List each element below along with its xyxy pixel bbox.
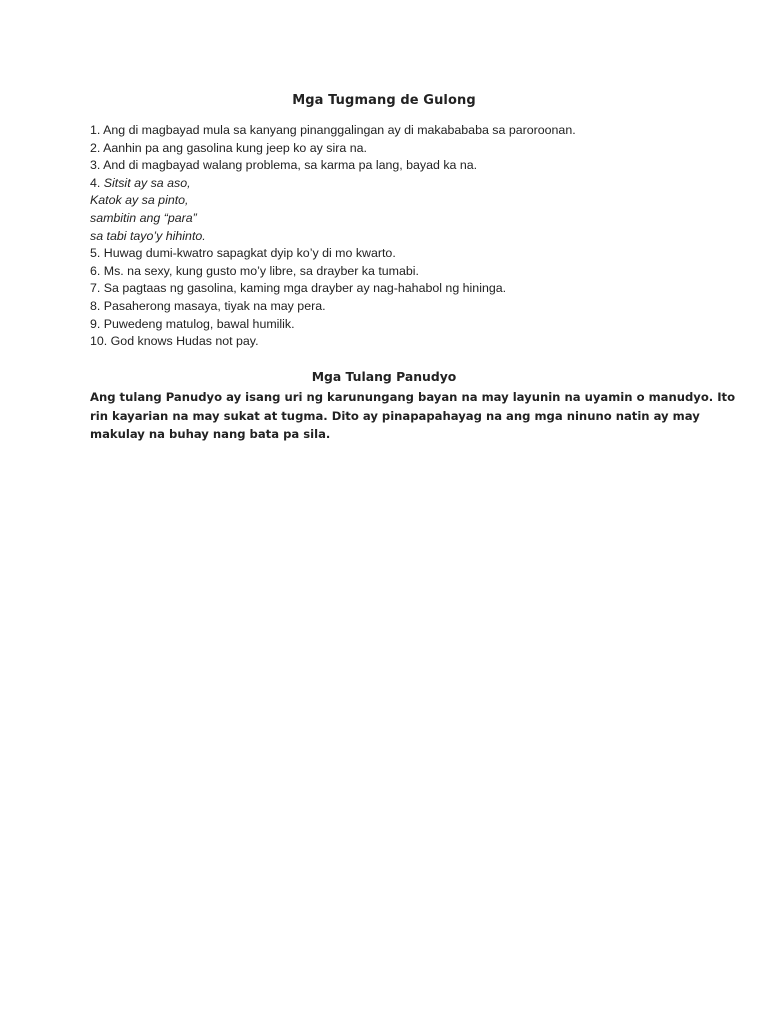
list-item-number: 4.	[90, 175, 104, 190]
list-item-italic-text: Sitsit ay sa aso,	[103, 175, 191, 190]
paragraph-line: rin kayarian na may sukat at tugma. Dito ay pinapapahayag na ang mga ninuno natin ay may	[90, 408, 700, 423]
list-item-continuation: Katok ay sa pinto,	[90, 193, 189, 208]
rhyme-list	[90, 122, 690, 351]
paragraph-line: makulay na buhay nang bata pa sila.	[90, 427, 331, 441]
list-item: 5. Huwag dumi-kwatro sapagkat dyip ko’y di mo kwarto.	[90, 246, 396, 261]
list-item: 2. Aanhin pa ang gasolina kung jeep ko ay sira na.	[90, 140, 367, 155]
list-item: 9. Puwedeng matulog, bawal humilik.	[90, 316, 295, 331]
list-item	[90, 175, 690, 193]
list-item: 6. Ms. na sexy, kung gusto mo’y libre, sa drayber ka tumabi.	[90, 263, 419, 278]
list-item: 10. God knows Hudas not pay.	[90, 334, 259, 349]
list-item: 3. And di magbayad walang problema, sa karma pa lang, bayad ka na.	[90, 158, 478, 173]
list-item: 8. Pasaherong masaya, tiyak na may pera.	[90, 298, 326, 313]
paragraph-line: Ang tulang Panudyo ay isang uri ng karunungang bayan na may layunin na uyamin o manudyo. Ito	[90, 390, 736, 404]
section-paragraph	[90, 388, 736, 444]
list-item: 7. Sa pagtaas ng gasolina, kaming mga drayber ay nag-hahabol ng hininga.	[90, 281, 507, 296]
list-item-continuation: sambitin ang “para”	[90, 210, 197, 225]
list-item-continuation: sa tabi tayo’y hihinto.	[90, 228, 206, 243]
document-title: Mga Tugmang de Gulong	[292, 93, 476, 108]
section-title: Mga Tulang Panudyo	[311, 369, 457, 384]
list-item: 1. Ang di magbayad mula sa kanyang pinanggalingan ay di makabababa sa paroroonan.	[90, 123, 576, 137]
